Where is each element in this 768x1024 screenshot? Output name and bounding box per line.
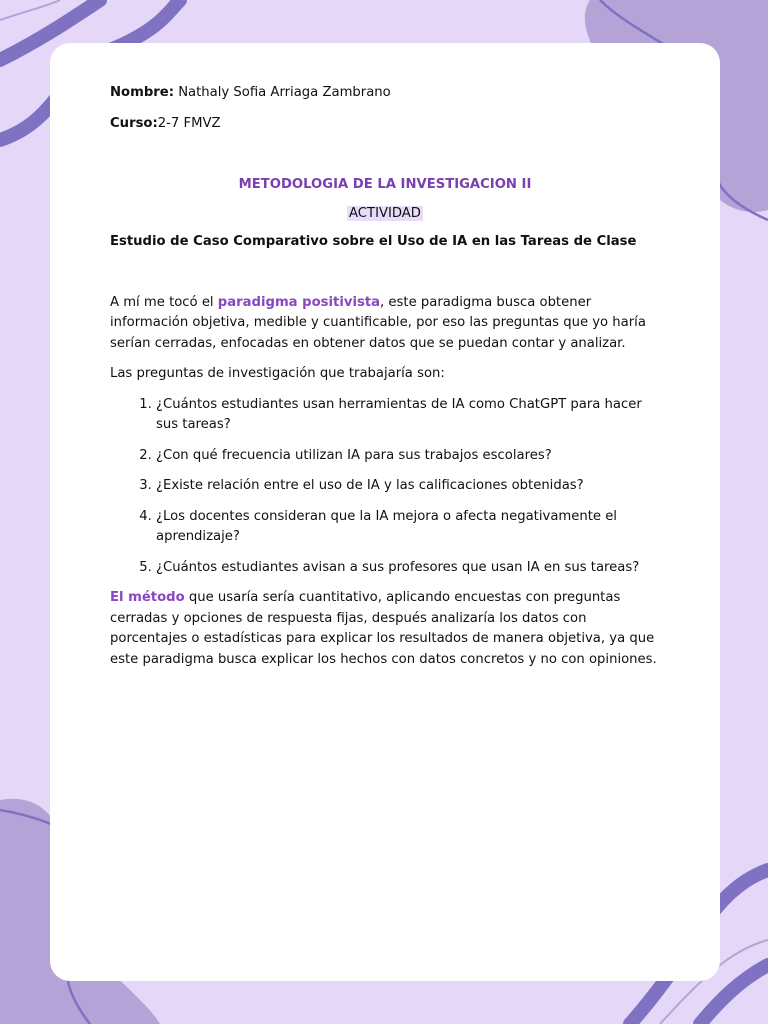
document-title: METODOLOGIA DE LA INVESTIGACION II — [238, 177, 532, 192]
questions-list — [110, 395, 660, 579]
question-item: 1. ¿Cuántos estudiantes usan herramientas de IA como ChatGPT para hacer sus tareas? — [156, 395, 660, 436]
question-item: 4. ¿Los docentes consideran que la IA mejora o afecta negativamente el aprendizaje? — [156, 507, 660, 548]
top-left-wave-3 — [0, 0, 60, 20]
question-item: 5. ¿Cuántos estudiantes avisan a sus profesores que usan IA en sus tareas? — [156, 558, 660, 579]
questions-intro: Las preguntas de investigación que trabajaría son: — [110, 366, 445, 381]
name-value: Nathaly Sofia Arriaga Zambrano — [174, 85, 391, 100]
course-label: Curso: — [110, 115, 158, 131]
course-value: 2-7 FMVZ — [157, 115, 221, 131]
case-title: Estudio de Caso Comparativo sobre el Uso de IA en las Tareas de Clase — [110, 234, 637, 249]
student-course — [110, 114, 660, 135]
activity-label: ACTIVIDAD — [349, 205, 421, 221]
student-name — [110, 83, 660, 104]
paragraph-method — [110, 588, 660, 670]
p2-after: que usaría sería cuantitativo, aplicando encuestas con preguntas cerradas y opciones de respuesta fijas, después analizaría los datos con porcentajes o estadísticas para explicar los resultados de manera objetiva, ya que este paradigma busca explicar los hechos con datos concretos y no con opiniones. — [110, 590, 657, 667]
p1-highlight: paradigma positivista — [217, 294, 381, 310]
document-content — [110, 83, 660, 670]
question-item: 3. ¿Existe relación entre el uso de IA y las calificaciones obtenidas? — [156, 476, 660, 497]
question-item: 2. ¿Con qué frecuencia utilizan IA para sus trabajos escolares? — [156, 446, 660, 467]
paragraph-paradigm — [110, 293, 660, 355]
p1-after: , este paradigma busca obtener información objetiva, medible y cuantificable, por eso las preguntas que yo haría serían cerradas, enfocadas en obtener datos que se puedan contar y analizar. — [110, 294, 646, 351]
activity-wrap — [110, 204, 660, 225]
name-label: Nombre: — [110, 85, 174, 100]
p1-before: A mí me tocó el — [110, 294, 218, 310]
p2-highlight: El método — [110, 590, 185, 605]
